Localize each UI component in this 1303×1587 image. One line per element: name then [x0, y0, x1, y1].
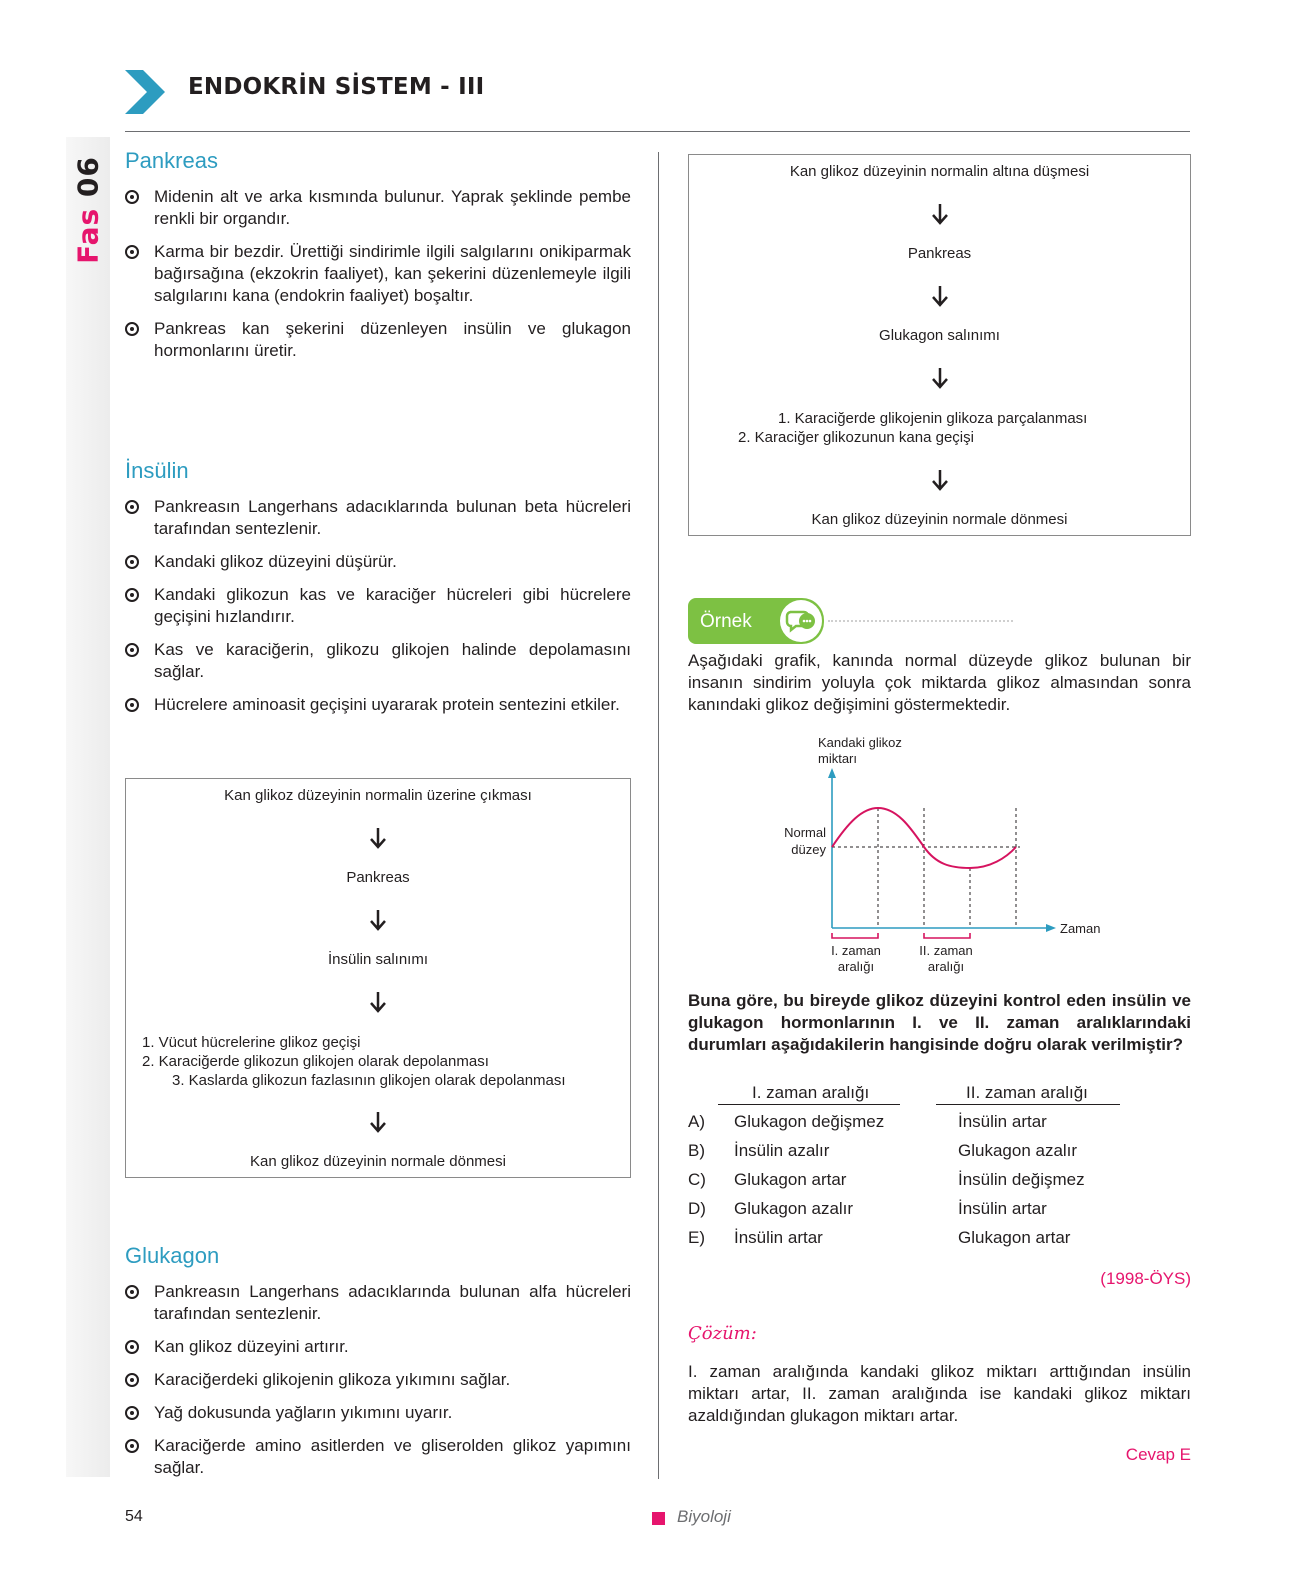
interval-label: aralığı: [837, 959, 875, 974]
x-axis-label: Zaman: [1060, 921, 1101, 936]
list-item: Karaciğerde amino asitlerden ve gliserolden glikoz yapımını sağlar.: [125, 1435, 631, 1479]
list-item: Pankreasın Langerhans adacıklarında bulunan alfa hücreleri tarafından sentezlenir.: [125, 1281, 631, 1325]
glukagon-section: [125, 1243, 631, 1479]
option-b[interactable]: B) İnsülin azalır Glukagon azalır: [688, 1141, 1078, 1160]
arrow-down-icon: [370, 991, 386, 1013]
fasikul-label: [68, 156, 108, 264]
interval-label: aralığı: [927, 959, 965, 974]
reference-label-line2: düzey: [791, 842, 826, 857]
bullet-icon: [125, 1340, 139, 1354]
flow-step: Kan glikoz düzeyinin normalin üzerine çıkması: [224, 787, 532, 804]
list-item: Yağ dokusunda yağların yıkımını uyarır.: [125, 1402, 631, 1424]
flow-effect: 3. Kaslarda glikozun fazlasının glikojen olarak depolanması: [172, 1072, 566, 1089]
bullet-icon: [125, 1373, 139, 1387]
header-underline: [718, 1104, 900, 1105]
header-divider: [125, 131, 1190, 132]
reference-label-line1: Normal: [784, 825, 826, 840]
footer-subject: Biyoloji: [677, 1507, 731, 1526]
header-underline: [936, 1104, 1120, 1105]
interval-label: II. zaman: [919, 943, 973, 958]
y-axis-arrow-icon: [828, 768, 836, 778]
ornek-badge: [688, 598, 824, 644]
arrow-down-icon: [932, 203, 948, 225]
flow-step: İnsülin salınımı: [327, 951, 429, 968]
question-source: (1998-ÖYS): [1100, 1269, 1191, 1288]
list-item: Kan glikoz düzeyini artırır.: [125, 1336, 631, 1358]
arrow-down-icon: [370, 827, 386, 849]
column-header-2: II. zaman aralığı: [966, 1083, 1088, 1102]
example-intro: Aşağıdaki grafik, kanında normal düzeyde glikoz bulunan bir insanın sindirim yoluyla çok miktarda glikoz almasından sonra kanındaki glikoz değişimini göstermektedir.: [688, 651, 1191, 714]
speech-bubble-icon: [780, 600, 822, 642]
insulin-heading: İnsülin: [125, 458, 189, 483]
bullet-icon: [125, 643, 139, 657]
pankreas-heading: Pankreas: [125, 148, 218, 173]
insulin-list: [125, 496, 631, 716]
side-strip: [66, 137, 110, 1477]
flow-step: Kan glikoz düzeyinin normalin altına düşmesi: [789, 163, 1090, 180]
bullet-icon: [125, 1406, 139, 1420]
arrow-down-icon: [370, 1111, 386, 1133]
bullet-icon: [125, 500, 139, 514]
list-item: Karma bir bezdir. Ürettiği sindirimle ilgili salgılarını onikiparmak bağırsağına (ekzokrin faaliyet), kan şekerini düzenlemeyle ilgili salgılarını kana (endokrin faaliyet) boşaltır.: [125, 241, 631, 307]
bullet-icon: [125, 698, 139, 712]
glukagon-flow-box: [688, 154, 1191, 536]
option-a[interactable]: A) Glukagon değişmez İnsülin artar: [688, 1112, 1047, 1131]
bullet-icon: [125, 1285, 139, 1299]
dotted-divider: [828, 620, 1013, 622]
bullet-icon: [125, 245, 139, 259]
flow-effect: 1. Vücut hücrelerine glikoz geçişi: [142, 1034, 361, 1051]
solution-label: Çözüm:: [688, 1323, 757, 1344]
answer-text: Cevap E: [1125, 1445, 1191, 1464]
interval-label: I. zaman: [831, 943, 881, 958]
list-item: Pankreas kan şekerini düzenleyen insülin ve glukagon hormonlarını üretir.: [125, 318, 631, 362]
list-item: Pankreasın Langerhans adacıklarında bulunan beta hücreleri tarafından sentezlenir.: [125, 496, 631, 540]
ornek-label: Örnek: [700, 611, 752, 632]
page-number: 54: [125, 1508, 143, 1525]
flow-step: Pankreas: [907, 245, 972, 262]
arrow-down-icon: [370, 909, 386, 931]
glukagon-heading: Glukagon: [125, 1243, 220, 1268]
list-item: Kandaki glikozun kas ve karaciğer hücreleri gibi hücrelere geçişini hızlandırır.: [125, 584, 631, 628]
flow-effect: 1. Karaciğerde glikojenin glikoza parçalanması: [778, 410, 1088, 427]
list-item: Karaciğerdeki glikojenin glikoza yıkımını sağlar.: [125, 1369, 631, 1391]
arrow-down-icon: [932, 469, 948, 491]
footer-square-icon: [652, 1512, 665, 1525]
fasikul-number: 06: [71, 156, 105, 198]
column-divider: [658, 152, 659, 1479]
flow-step: Kan glikoz düzeyinin normale dönmesi: [811, 511, 1068, 528]
insulin-flow-box: [125, 778, 631, 1178]
flow-step: Pankreas: [346, 869, 410, 886]
list-item: Kandaki glikoz düzeyini düşürür.: [125, 551, 631, 573]
option-d[interactable]: D) Glukagon azalır İnsülin artar: [688, 1199, 1047, 1218]
list-item: Hücrelere aminoasit geçişini uyararak protein sentezini etkiler.: [125, 694, 631, 716]
glukagon-list: [125, 1281, 631, 1479]
pankreas-list: [125, 186, 631, 362]
bullet-icon: [125, 555, 139, 569]
y-axis-label-line1: Kandaki glikoz: [818, 735, 902, 750]
bullet-icon: [125, 1439, 139, 1453]
fasikul-text: Fas: [71, 207, 105, 264]
left-column: [125, 148, 631, 716]
question-text: Buna göre, bu bireyde glikoz düzeyini kontrol eden insülin ve glukagon hormonlarının I. ve II. zaman aralıklarındaki durumları aşağıdakilerin hangisinde doğru olarak verilmiştir?: [688, 991, 1191, 1054]
option-e[interactable]: E) İnsülin artar Glukagon artar: [688, 1228, 1071, 1247]
page-title: ENDOKRİN SİSTEM - III: [188, 74, 485, 100]
chevron-logo-icon: [125, 70, 167, 114]
flow-effect: 2. Karaciğerde glikozun glikojen olarak depolanması: [142, 1053, 489, 1070]
glucose-chart: [770, 730, 1110, 980]
arrow-down-icon: [932, 367, 948, 389]
bullet-icon: [125, 322, 139, 336]
bullet-icon: [125, 190, 139, 204]
list-item: Midenin alt ve arka kısmında bulunur. Yaprak şeklinde pembe renkli bir organdır.: [125, 186, 631, 230]
flow-effect: 2. Karaciğer glikozunun kana geçişi: [738, 429, 974, 446]
interval-bracket: [924, 933, 970, 938]
solution-text: I. zaman aralığında kandaki glikoz miktarı arttığından insülin miktarı artar, II. zaman aralığında ise kandaki glikoz miktarı azaldığından glukagon miktarı artar.: [688, 1362, 1191, 1425]
option-c[interactable]: C) Glukagon artar İnsülin değişmez: [688, 1170, 1085, 1189]
flow-step: Glukagon salınımı: [879, 327, 1000, 344]
arrow-down-icon: [932, 285, 948, 307]
interval-bracket: [832, 933, 878, 938]
list-item: Kas ve karaciğerin, glikozu glikojen halinde depolamasını sağlar.: [125, 639, 631, 683]
column-header-1: I. zaman aralığı: [752, 1083, 870, 1102]
y-axis-label-line2: miktarı: [818, 751, 857, 766]
bullet-icon: [125, 588, 139, 602]
x-axis-arrow-icon: [1046, 924, 1056, 932]
flow-step: Kan glikoz düzeyinin normale dönmesi: [250, 1153, 506, 1170]
